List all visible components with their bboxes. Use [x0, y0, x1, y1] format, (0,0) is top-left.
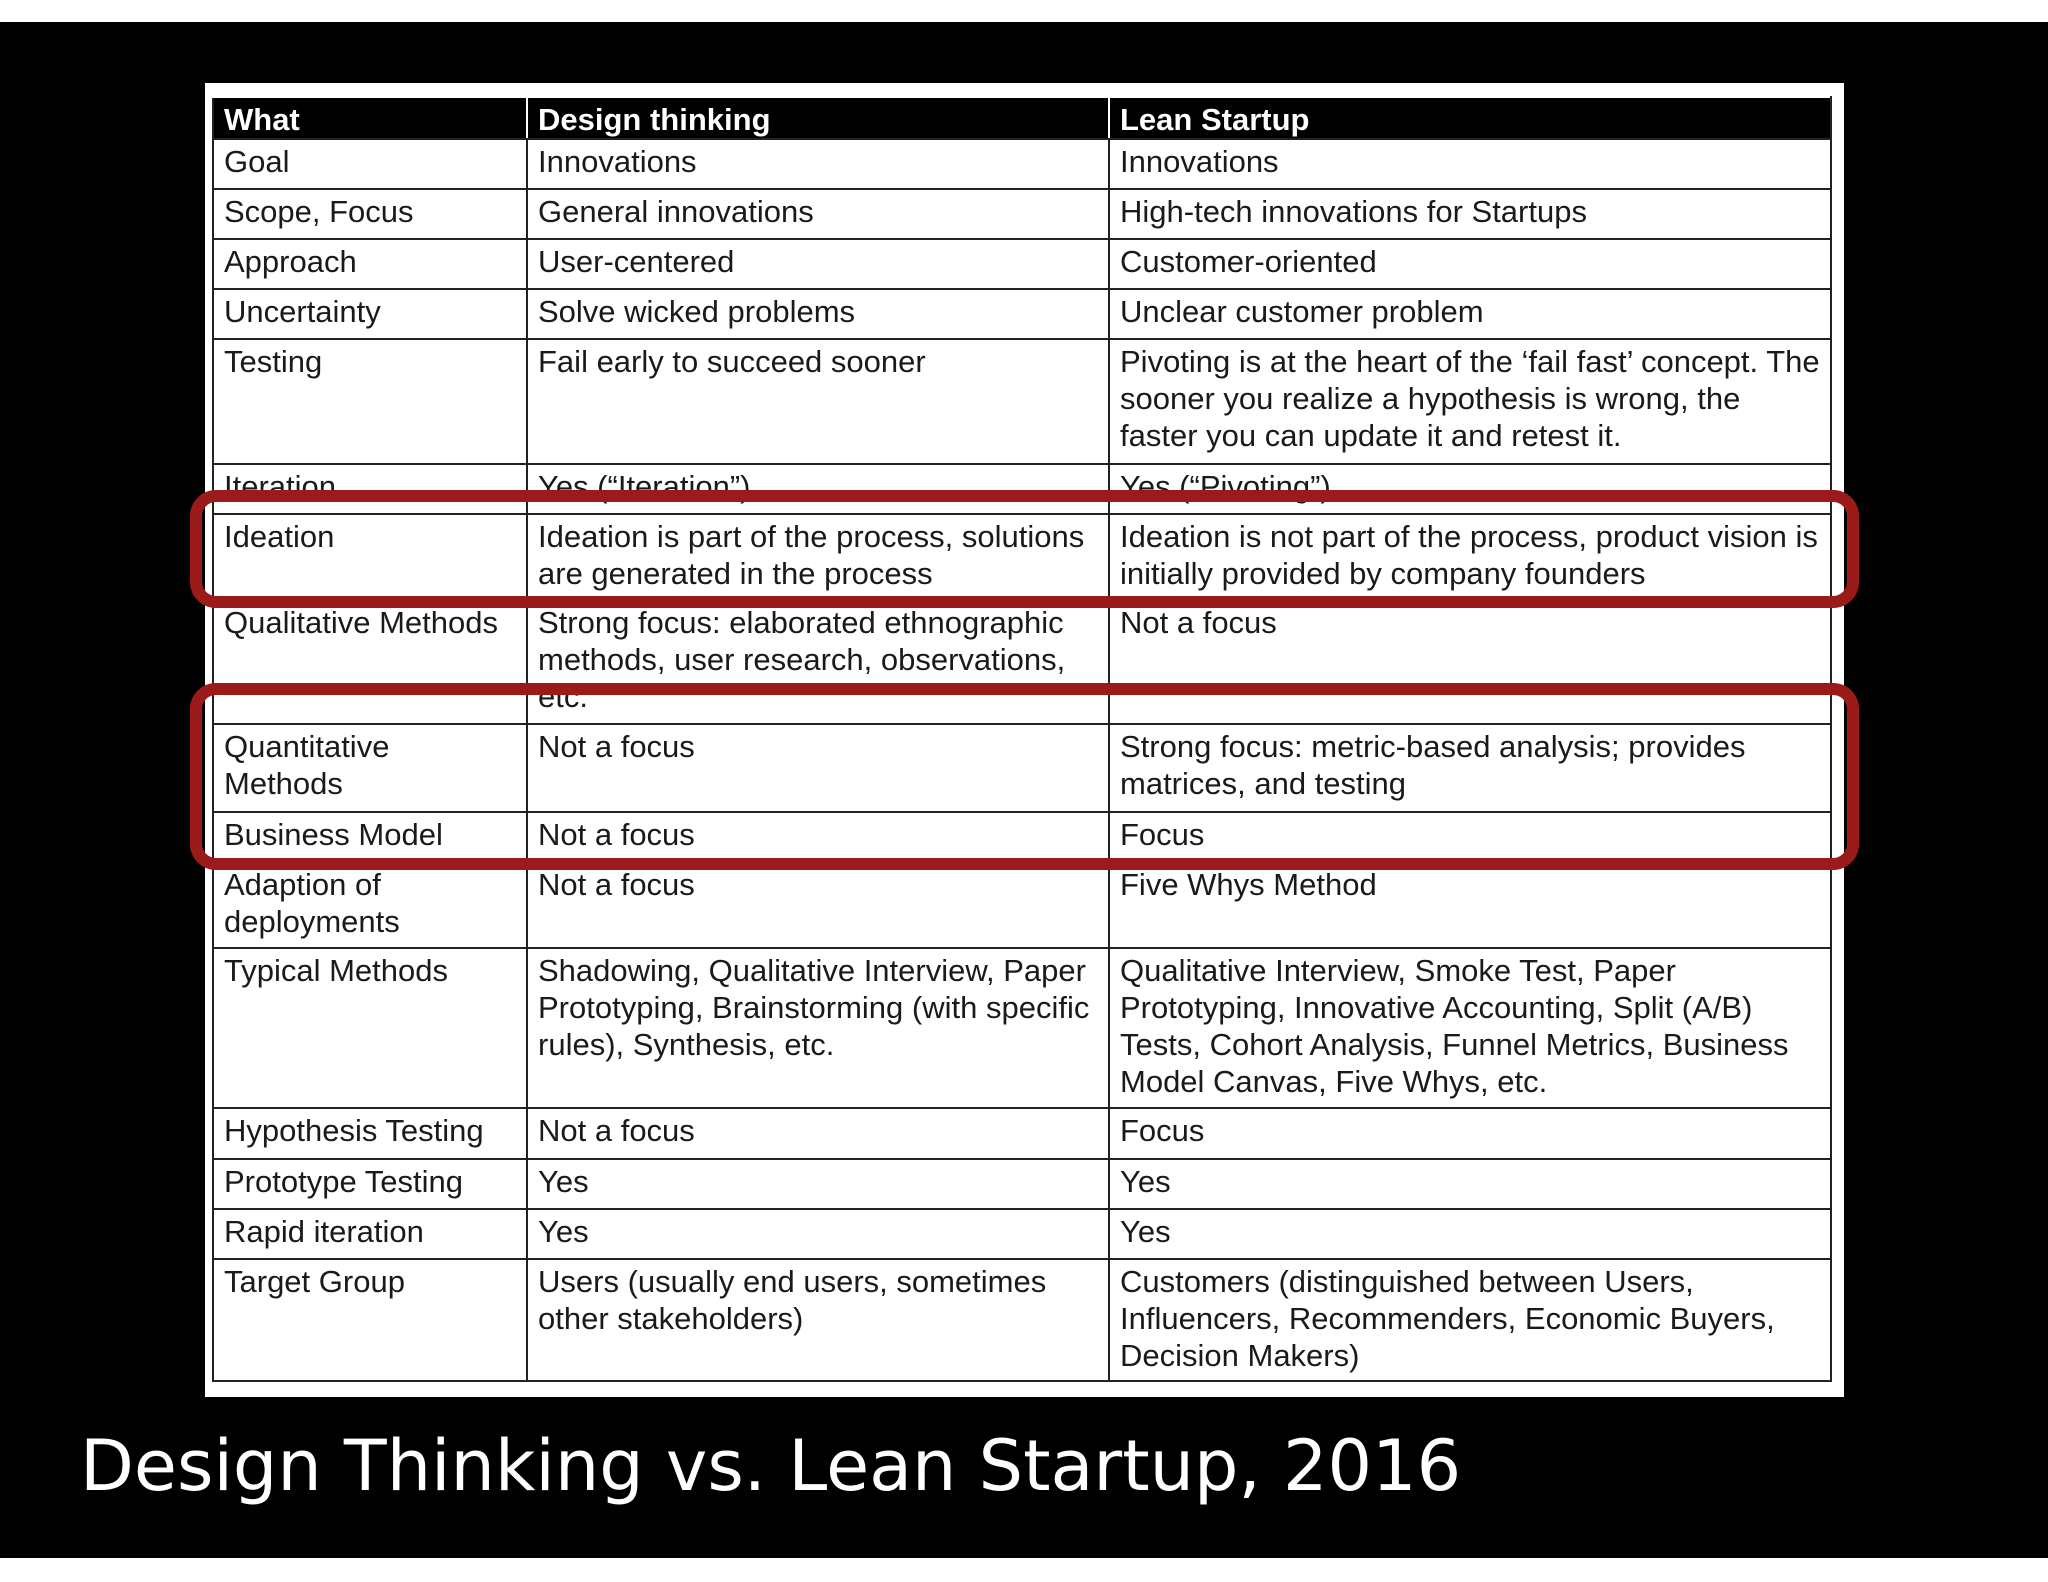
header-what: What: [213, 97, 527, 139]
table-row: [213, 189, 1831, 239]
design-thinking-cell: User-centered: [527, 239, 1109, 289]
table-row: [213, 339, 1831, 463]
lean-startup-cell: Unclear customer problem: [1109, 289, 1831, 339]
table-row: [213, 1259, 1831, 1381]
table-row: [213, 139, 1831, 189]
design-thinking-cell: Not a focus: [527, 1108, 1109, 1158]
lean-startup-cell: Yes: [1109, 1159, 1831, 1209]
table-row: [213, 289, 1831, 339]
table-row: [213, 724, 1831, 812]
table-row: [213, 600, 1831, 724]
design-thinking-cell: Innovations: [527, 139, 1109, 189]
row-label: Approach: [213, 239, 527, 289]
lean-startup-cell: Yes: [1109, 1209, 1831, 1259]
lean-startup-cell: Pivoting is at the heart of the ‘fail fast’ concept. The sooner you realize a hypothesis is wrong, the faster you can update it and retest it.: [1109, 339, 1831, 463]
row-label: Prototype Testing: [213, 1159, 527, 1209]
table-row: [213, 514, 1831, 600]
design-thinking-cell: Yes: [527, 1159, 1109, 1209]
lean-startup-cell: Five Whys Method: [1109, 862, 1831, 948]
table-row: [213, 948, 1831, 1108]
design-thinking-cell: Not a focus: [527, 862, 1109, 948]
design-thinking-cell: Not a focus: [527, 812, 1109, 862]
row-label: Goal: [213, 139, 527, 189]
row-label: Hypothesis Testing: [213, 1108, 527, 1158]
design-thinking-cell: General innovations: [527, 189, 1109, 239]
design-thinking-cell: Fail early to succeed sooner: [527, 339, 1109, 463]
table-row: [213, 862, 1831, 948]
design-thinking-cell: Yes (“Iteration”): [527, 464, 1109, 514]
row-label: Ideation: [213, 514, 527, 600]
design-thinking-cell: Yes: [527, 1209, 1109, 1259]
lean-startup-cell: High-tech innovations for Startups: [1109, 189, 1831, 239]
table-row: [213, 812, 1831, 862]
lean-startup-cell: Customer-oriented: [1109, 239, 1831, 289]
table-header-row: [213, 97, 1831, 139]
row-label: Testing: [213, 339, 527, 463]
lean-startup-cell: Qualitative Interview, Smoke Test, Paper Prototyping, Innovative Accounting, Split (A/B) Tests, Cohort Analysis, Funnel Metrics, Business Model Canvas, Five Whys, etc.: [1109, 948, 1831, 1108]
table-row: [213, 464, 1831, 514]
design-thinking-cell: Users (usually end users, sometimes other stakeholders): [527, 1259, 1109, 1381]
table-row: [213, 1159, 1831, 1209]
table-row: [213, 239, 1831, 289]
lean-startup-cell: Strong focus: metric-based analysis; provides matrices, and testing: [1109, 724, 1831, 812]
header-design-thinking: Design thinking: [527, 97, 1109, 139]
lean-startup-cell: Yes (“Pivoting”): [1109, 464, 1831, 514]
row-label: Uncertainty: [213, 289, 527, 339]
row-label: Iteration: [213, 464, 527, 514]
row-label: Target Group: [213, 1259, 527, 1381]
table-row: [213, 1209, 1831, 1259]
lean-startup-cell: Customers (distinguished between Users, Influencers, Recommenders, Economic Buyers, Decision Makers): [1109, 1259, 1831, 1381]
table-image-frame: [205, 83, 1844, 1397]
design-thinking-cell: Not a focus: [527, 724, 1109, 812]
row-label: Quantitative Methods: [213, 724, 527, 812]
lean-startup-cell: Not a focus: [1109, 600, 1831, 724]
slide: [0, 22, 2048, 1558]
header-lean-startup: Lean Startup: [1109, 97, 1831, 139]
lean-startup-cell: Ideation is not part of the process, product vision is initially provided by company founders: [1109, 514, 1831, 600]
comparison-table: [212, 96, 1832, 1382]
row-label: Adaption of deployments: [213, 862, 527, 948]
design-thinking-cell: Ideation is part of the process, solutions are generated in the process: [527, 514, 1109, 600]
slide-caption: Design Thinking vs. Lean Startup, 2016: [80, 1425, 1462, 1507]
lean-startup-cell: Innovations: [1109, 139, 1831, 189]
lean-startup-cell: Focus: [1109, 812, 1831, 862]
row-label: Scope, Focus: [213, 189, 527, 239]
lean-startup-cell: Focus: [1109, 1108, 1831, 1158]
design-thinking-cell: Strong focus: elaborated ethnographic methods, user research, observations, etc.: [527, 600, 1109, 724]
row-label: Typical Methods: [213, 948, 527, 1108]
row-label: Business Model: [213, 812, 527, 862]
row-label: Rapid iteration: [213, 1209, 527, 1259]
table-row: [213, 1108, 1831, 1158]
design-thinking-cell: Shadowing, Qualitative Interview, Paper Prototyping, Brainstorming (with specific rules), Synthesis, etc.: [527, 948, 1109, 1108]
row-label: Qualitative Methods: [213, 600, 527, 724]
design-thinking-cell: Solve wicked problems: [527, 289, 1109, 339]
